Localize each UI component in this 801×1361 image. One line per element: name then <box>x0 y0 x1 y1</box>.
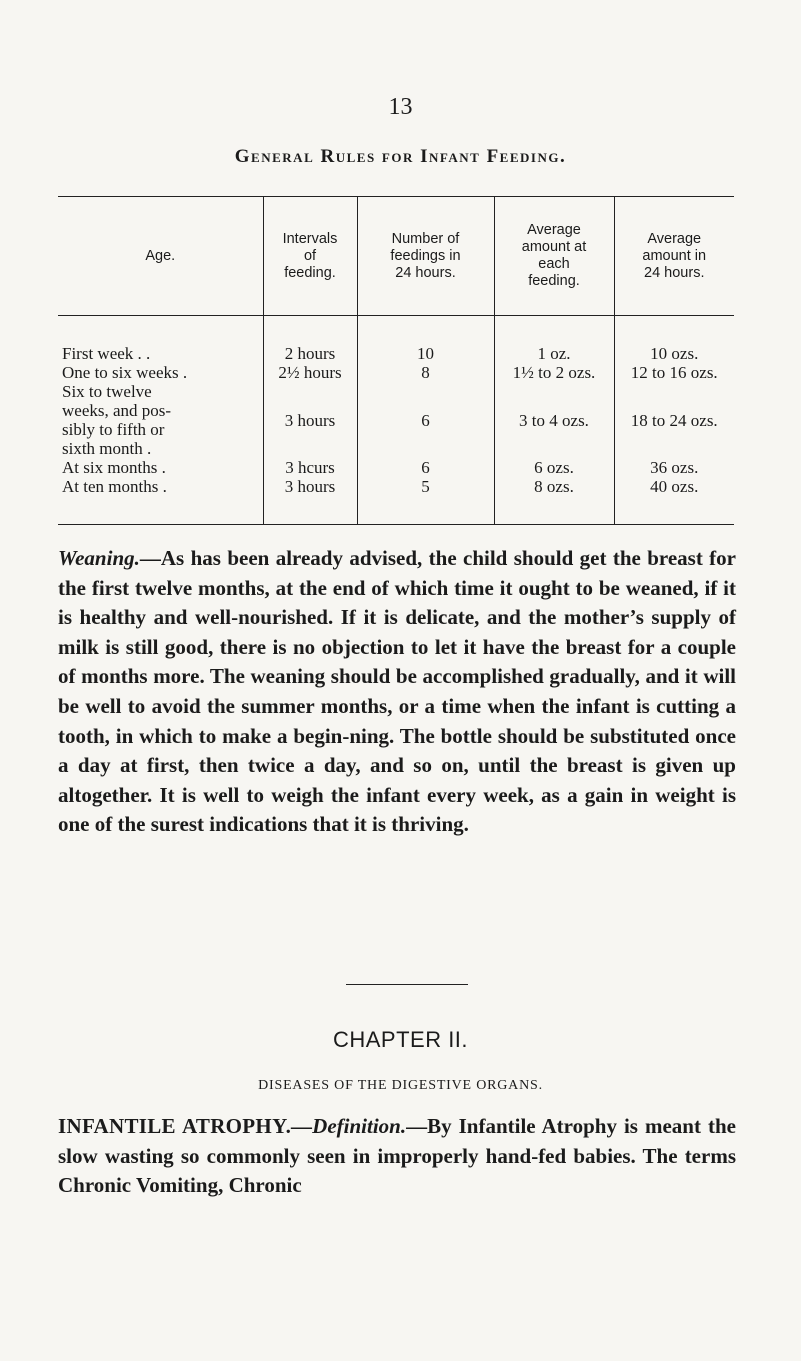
cell-interval: 3 hcurs <box>263 458 357 477</box>
table-row <box>58 477 734 525</box>
cell-feedings: 6 <box>357 382 494 458</box>
header-average-per-feeding: Average amount at each feeding. <box>494 197 614 316</box>
cell-interval: 2½ hours <box>263 363 357 382</box>
header-intervals: Intervals of feeding. <box>263 197 357 316</box>
cell-age: Six to twelve weeks, and pos- sibly to fifth or sixth month . <box>62 382 172 458</box>
cell-avg-feeding: 6 ozs. <box>494 458 614 477</box>
cell-avg-feeding: 8 ozs. <box>494 477 614 525</box>
atrophy-text: —By Infantile Atrophy is meant the slow wasting so commonly seen in improperly hand-fed babies. The terms Chronic Vomiting, Chronic <box>58 1114 736 1198</box>
cell-age: At six months . <box>62 458 166 477</box>
chapter-subheading: DISEASES OF THE DIGESTIVE ORGANS. <box>258 1078 543 1093</box>
table-row <box>58 458 734 477</box>
atrophy-heading: INFANTILE ATROPHY. <box>58 1114 292 1138</box>
cell-feedings: 10 <box>357 316 494 364</box>
cell-interval: 2 hours <box>263 316 357 364</box>
section-divider <box>346 984 468 985</box>
table-row <box>58 363 734 382</box>
definition-label: —Definition. <box>291 1114 407 1138</box>
cell-avg-feeding: 1½ to 2 ozs. <box>494 363 614 382</box>
header-age: Age. <box>58 197 263 316</box>
page-number: 13 <box>388 94 413 120</box>
table-row <box>58 382 734 458</box>
table-row <box>58 316 734 364</box>
weaning-lead: Weaning. <box>58 546 140 570</box>
cell-age: First week . . <box>62 344 151 363</box>
cell-avg-day: 36 ozs. <box>614 458 734 477</box>
atrophy-paragraph <box>58 1112 736 1201</box>
cell-age: One to six weeks . <box>62 363 188 382</box>
cell-avg-day: 12 to 16 ozs. <box>614 363 734 382</box>
cell-feedings: 8 <box>357 363 494 382</box>
table-header-row <box>58 197 734 316</box>
header-average-per-day: Average amount in 24 hours. <box>614 197 734 316</box>
cell-interval: 3 hours <box>263 477 357 525</box>
header-number-of-feedings: Number of feedings in 24 hours. <box>357 197 494 316</box>
cell-avg-day: 10 ozs. <box>614 316 734 364</box>
cell-feedings: 6 <box>357 458 494 477</box>
cell-age: At ten months . <box>62 477 167 496</box>
cell-avg-feeding: 3 to 4 ozs. <box>494 382 614 458</box>
cell-avg-day: 40 ozs. <box>614 477 734 525</box>
cell-interval: 3 hours <box>263 382 357 458</box>
running-title: General Rules for Infant Feeding. <box>234 146 567 167</box>
cell-feedings: 5 <box>357 477 494 525</box>
cell-avg-feeding: 1 oz. <box>494 316 614 364</box>
chapter-heading: CHAPTER II. <box>332 1027 469 1052</box>
weaning-paragraph <box>58 544 736 840</box>
infant-feeding-table <box>58 196 734 525</box>
cell-avg-day: 18 to 24 ozs. <box>614 382 734 458</box>
weaning-text: —As has been already advised, the child should get the breast for the first twelve months, at the end of which time it ought to be weaned, if it is healthy and well-nourished. If it is delicate, and the mother’s supply of milk is still good, there is no objection to let it have the breast for a couple of months more. The weaning should be accomplished gradually, and it will be well to avoid the summer months, or a time when the infant is cutting a tooth, in which to make a begin-ning. The bottle should be substituted once a day at first, then twice a day, and so on, until the breast is given up altogether. It is well to weigh the infant every week, as a gain in weight is one of the surest indications that it is thriving. <box>58 546 736 837</box>
